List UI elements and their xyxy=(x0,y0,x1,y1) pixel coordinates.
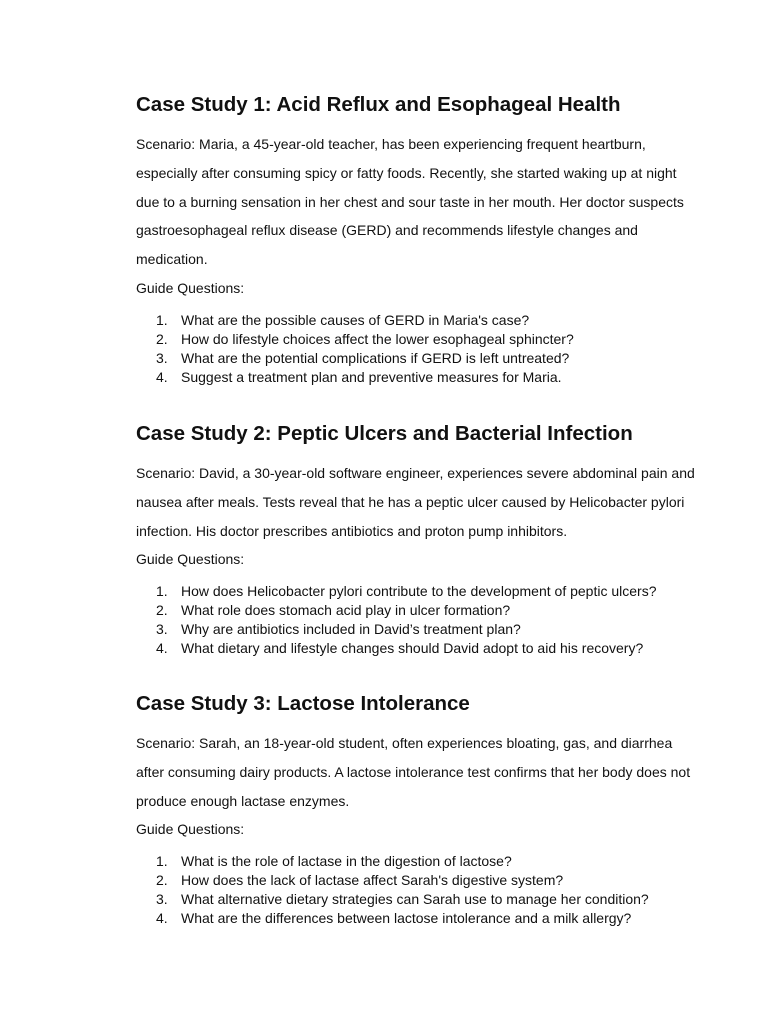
list-item-text: Why are antibiotics included in David’s treatment plan? xyxy=(181,621,521,638)
list-item-text: What are the potential complications if GERD is left untreated? xyxy=(181,349,570,366)
list-item-number: 4. xyxy=(156,910,168,927)
list-item-number: 1. xyxy=(156,853,168,870)
list-item xyxy=(136,368,696,387)
list-item xyxy=(136,852,696,871)
list-item-number: 1. xyxy=(156,583,168,600)
list-item-text: How does the lack of lactase affect Sarah's digestive system? xyxy=(181,872,564,889)
list-item xyxy=(136,620,696,639)
list-item xyxy=(136,909,696,928)
case-study-3-scenario: Scenario: Sarah, an 18-year-old student, often experiences bloating, gas, and diarrhea after consuming dairy products. A lactose intolerance test confirms that her body does not produce enough lactase enzymes. xyxy=(136,735,691,809)
list-item-text: How do lifestyle choices affect the lower esophageal sphincter? xyxy=(181,330,574,347)
list-item xyxy=(136,349,696,368)
list-item-number: 2. xyxy=(156,602,168,619)
list-item xyxy=(136,330,696,349)
list-item-text: What is the role of lactase in the digestion of lactose? xyxy=(181,853,512,870)
case-study-2-guide-label: Guide Questions: xyxy=(136,551,245,568)
list-item-number: 3. xyxy=(156,621,168,638)
list-item-number: 1. xyxy=(156,311,168,328)
list-item-number: 3. xyxy=(156,891,168,908)
list-item-number: 4. xyxy=(156,368,168,385)
case-study-3 xyxy=(136,692,696,928)
case-study-3-title: Case Study 3: Lactose Intolerance xyxy=(136,692,470,715)
list-item-text: Suggest a treatment plan and preventive measures for Maria. xyxy=(181,368,562,385)
list-item-number: 2. xyxy=(156,330,168,347)
case-study-2-questions xyxy=(136,582,696,658)
list-item-text: What are the differences between lactose intolerance and a milk allergy? xyxy=(181,910,632,927)
list-item-text: What are the possible causes of GERD in Maria's case? xyxy=(181,311,530,328)
list-item xyxy=(136,639,696,658)
list-item xyxy=(136,582,696,601)
case-study-2-title: Case Study 2: Peptic Ulcers and Bacterial Infection xyxy=(136,422,633,445)
list-item xyxy=(136,311,696,330)
case-study-3-questions xyxy=(136,852,696,928)
list-item-text: How does Helicobacter pylori contribute to the development of peptic ulcers? xyxy=(181,583,657,600)
list-item-number: 4. xyxy=(156,640,168,657)
list-item xyxy=(136,871,696,890)
list-item xyxy=(136,890,696,909)
list-item-number: 3. xyxy=(156,349,168,366)
case-study-2 xyxy=(136,422,696,658)
list-item-number: 2. xyxy=(156,872,168,889)
list-item xyxy=(136,601,696,620)
case-study-2-scenario: Scenario: David, a 30-year-old software engineer, experiences severe abdominal pain and nausea after meals. Tests reveal that he has a peptic ulcer caused by Helicobacter pylori infection. His doctor prescribes antibiotics and proton pump inhibitors. xyxy=(136,465,695,539)
case-study-1-guide-label: Guide Questions: xyxy=(136,279,245,296)
case-study-1 xyxy=(136,93,696,387)
case-study-3-guide-label: Guide Questions: xyxy=(136,821,245,838)
case-study-1-questions xyxy=(136,311,696,387)
list-item-text: What role does stomach acid play in ulcer formation? xyxy=(181,602,511,619)
case-study-1-title: Case Study 1: Acid Reflux and Esophageal Health xyxy=(136,93,621,116)
case-study-1-scenario: Scenario: Maria, a 45-year-old teacher, has been experiencing frequent heartburn, especially after consuming spicy or fatty foods. Recently, she started waking up at night due to a burning sensation in her chest and sour taste in her mouth. Her doctor suspects gastroesophageal reflux disease (GERD) and recommends lifestyle changes and medication. xyxy=(136,136,684,268)
list-item-text: What dietary and lifestyle changes should David adopt to aid his recovery? xyxy=(181,640,644,657)
list-item-text: What alternative dietary strategies can Sarah use to manage her condition? xyxy=(181,891,649,908)
